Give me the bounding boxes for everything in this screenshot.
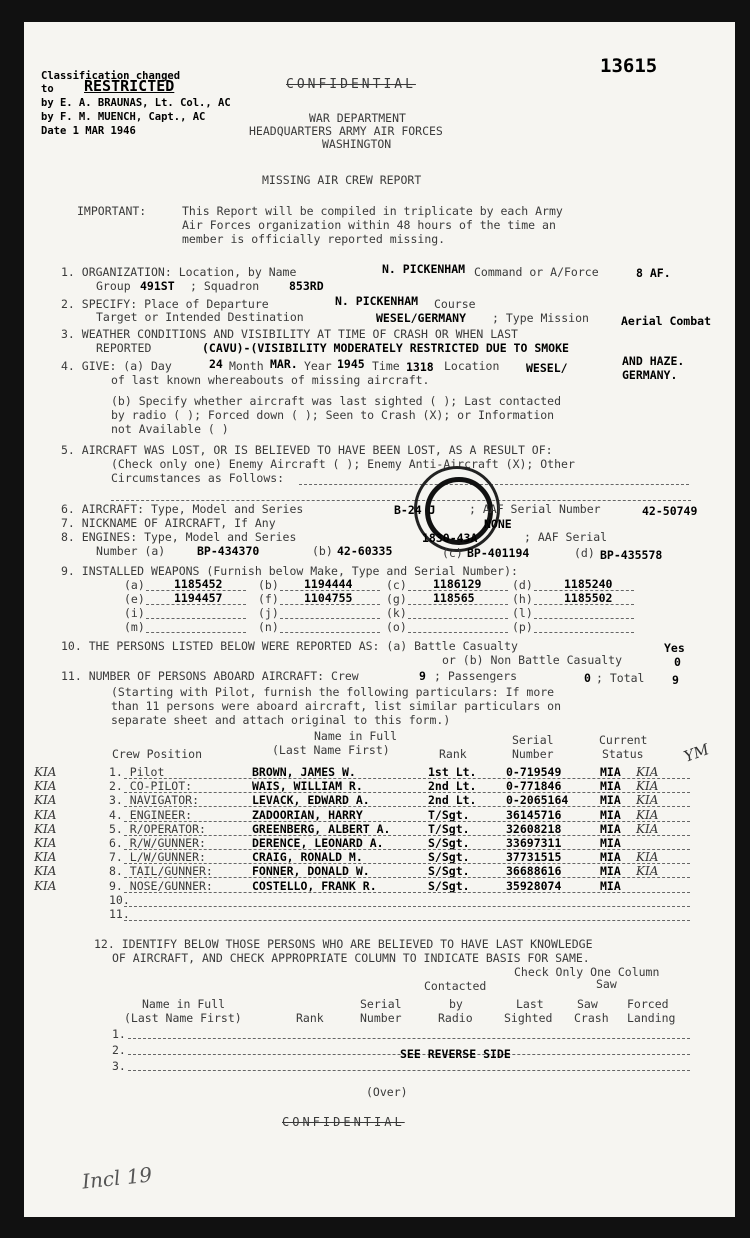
- item11-pass: 0: [584, 671, 591, 685]
- item2-target-label: Target or Intended Destination: [96, 310, 304, 324]
- initials-handwritten: YM: [681, 740, 712, 766]
- crew-position: 6. R/W/GUNNER:: [109, 836, 206, 850]
- crew-rank: S/Sgt.: [428, 878, 470, 893]
- item12-row-2: 2.: [112, 1043, 126, 1057]
- item12-h-name2: (Last Name First): [124, 1011, 242, 1025]
- item6-label: 6. AIRCRAFT: Type, Model and Series: [61, 502, 304, 516]
- item12-row-3: 3.: [112, 1059, 126, 1073]
- item10-label: 10. THE PERSONS LISTED BELOW WERE REPORTED AS: (a) Battle Casualty: [61, 639, 518, 653]
- item4-location2: GERMANY.: [622, 368, 678, 382]
- item11-pass-label: ; Passengers: [434, 669, 518, 683]
- crew-serial: 36145716: [506, 807, 562, 822]
- engine-a: BP-434370: [197, 544, 260, 558]
- engine-c: BP-401194: [467, 546, 530, 560]
- crew-name: DERENCE, LEONARD A.: [252, 836, 384, 850]
- crew-kia-mark: KIA: [34, 864, 57, 879]
- item11-line4: separate sheet and attach original to this form.): [111, 713, 451, 727]
- item7-label: 7. NICKNAME OF AIRCRAFT, If Any: [61, 516, 276, 530]
- item12-h-contact3: Radio: [438, 1011, 473, 1025]
- crew-header-position: Crew Position: [112, 747, 203, 761]
- crew-kia-mark: KIA: [34, 765, 57, 779]
- item12-row-1: 1.: [112, 1027, 126, 1041]
- crew-kia-mark: KIA: [34, 836, 57, 850]
- item12-h-forced2: Forced: [627, 997, 669, 1011]
- crew-status-note: KIA: [636, 850, 659, 865]
- item4-label: 4. GIVE: (a) Day: [61, 359, 172, 373]
- crew-position: 11.: [109, 907, 130, 921]
- item1-squadron: 853RD: [289, 279, 324, 293]
- crew-kia-mark: KIA: [34, 779, 57, 794]
- item4-b2: by radio ( ); Forced down ( ); Seen to Crash (X); or Information: [111, 408, 555, 422]
- crew-serial: 0-719549: [506, 765, 562, 779]
- weapon-label: (g): [386, 592, 407, 606]
- item2-label: 2. SPECIFY: Place of Departure: [61, 297, 269, 311]
- item11-total: 9: [672, 673, 679, 687]
- weapon-label: (n): [258, 620, 279, 634]
- crew-name: LEVACK, EDWARD A.: [252, 793, 370, 808]
- item6-serial: 42-50749: [642, 504, 698, 518]
- engine-d: BP-435578: [600, 548, 663, 562]
- item1-command: 8 AF.: [636, 266, 671, 280]
- classification-by2: by F. M. MUENCH, Capt., AC: [41, 111, 206, 123]
- classification-restricted: RESTRICTED: [84, 77, 175, 95]
- crew-position: 3. NAVIGATOR:: [109, 793, 200, 808]
- crew-name: WAIS, WILLIAM R.: [252, 779, 363, 794]
- crew-rank: T/Sgt.: [428, 807, 470, 822]
- item5-line3: Circumstances as Follows:: [111, 471, 285, 485]
- item10-battle: Yes: [664, 641, 685, 655]
- item12-h-saw2: Saw: [577, 997, 598, 1011]
- weapon-serial: 1185502: [564, 591, 613, 605]
- item4-month-label: Month: [229, 359, 264, 373]
- weapon-serial: 1104755: [304, 591, 353, 605]
- handwritten-note-bottom: Incl 19: [80, 1162, 154, 1194]
- item4-time-label: Time: [372, 359, 400, 373]
- crew-kia-mark: KIA: [34, 793, 57, 808]
- item12-h-forced3: Landing: [627, 1011, 676, 1025]
- crew-serial: 35928074: [506, 878, 562, 893]
- crew-rank: S/Sgt.: [428, 850, 470, 865]
- crew-serial: 37731515: [506, 850, 562, 865]
- important-line1: This Report will be compiled in triplicate by each Army: [182, 204, 563, 218]
- item12-h-last2: Sighted: [504, 1011, 553, 1025]
- item4-location: WESEL/: [526, 361, 568, 375]
- weapon-label: (i): [124, 606, 145, 620]
- item12-h-name1: Name in Full: [142, 997, 226, 1011]
- crew-rank: T/Sgt.: [428, 821, 470, 836]
- item1-label: 1. ORGANIZATION: Location, by Name: [61, 265, 297, 279]
- item6-serial-label: ; AAF Serial Number: [469, 502, 601, 516]
- item11-line2: (Starting with Pilot, furnish the following particulars: If more: [111, 685, 555, 699]
- item1-group-label: Group: [96, 279, 131, 293]
- item12-h-contact2: by: [449, 997, 463, 1011]
- crew-status: MIA: [600, 765, 621, 779]
- report-title: MISSING AIR CREW REPORT: [262, 173, 422, 187]
- item12-h-last1: Last: [516, 997, 544, 1011]
- confidential-top: CONFIDENTIAL: [286, 77, 416, 92]
- item10-non-label: or (b) Non Battle Casualty: [442, 653, 623, 667]
- item2-departure: N. PICKENHAM: [335, 294, 419, 308]
- important-line2: Air Forces organization within 48 hours of the time an: [182, 218, 556, 232]
- weapon-label: (k): [386, 606, 407, 620]
- crew-position: 7. L/W/GUNNER:: [109, 850, 206, 865]
- item2-course-label: Course: [434, 297, 476, 311]
- crew-status: MIA: [600, 793, 621, 808]
- crew-position: 10.: [109, 892, 130, 907]
- item4-month: MAR.: [270, 357, 298, 371]
- item12-h-rank: Rank: [296, 1011, 324, 1025]
- item8-number-label: Number (a): [96, 544, 166, 558]
- crew-rank: S/Sgt.: [428, 836, 470, 850]
- weapon-label: (f): [258, 592, 279, 606]
- crew-header-serial2: Number: [512, 747, 554, 761]
- item6-type: B-24 J: [394, 503, 436, 517]
- item7-nickname: NONE: [484, 517, 512, 531]
- item11-total-label: ; Total: [596, 671, 645, 685]
- item8-label: 8. ENGINES: Type, Model and Series: [61, 530, 297, 544]
- item1-command-label: Command or A/Force: [474, 265, 599, 279]
- crew-status-note: KIA: [636, 765, 659, 779]
- crew-header-name2: (Last Name First): [272, 743, 390, 757]
- header-hq: HEADQUARTERS ARMY AIR FORCES: [249, 124, 443, 138]
- crew-position: 8. TAIL/GUNNER:: [109, 864, 213, 879]
- item2-target: WESEL/GERMANY: [376, 311, 467, 325]
- weapon-label: (a): [124, 578, 145, 592]
- item2-mission-label: ; Type Mission: [492, 311, 589, 325]
- crew-serial: 33697311: [506, 836, 562, 850]
- engine-d-label: (d): [574, 546, 595, 560]
- weapon-serial: 1185452: [174, 577, 223, 591]
- item12-check: Check Only One Column: [514, 965, 660, 979]
- item3-weather2: AND HAZE.: [622, 354, 685, 368]
- item12-h-serial2: Number: [360, 1011, 402, 1025]
- crew-status: MIA: [600, 821, 621, 836]
- item12-h-saw1: Saw: [596, 977, 617, 991]
- item12-h-contact1: Contacted: [424, 979, 487, 993]
- crew-status: MIA: [600, 864, 621, 879]
- crew-position: 4. ENGINEER:: [109, 807, 193, 822]
- weapon-label: (h): [512, 592, 533, 606]
- item11-crew: 9: [419, 669, 426, 683]
- weapon-label: (c): [386, 578, 407, 592]
- crew-status: MIA: [600, 779, 621, 794]
- weapon-serial: 1186129: [433, 577, 482, 591]
- item4-time: 1318: [406, 360, 434, 374]
- item4-b1: (b) Specify whether aircraft was last sighted ( ); Last contacted: [111, 394, 562, 408]
- weapon-serial: 1194444: [304, 577, 353, 591]
- crew-status: MIA: [600, 878, 621, 893]
- crew-name: CRAIG, RONALD M.: [252, 850, 363, 865]
- crew-kia-mark: KIA: [34, 850, 57, 865]
- crew-status-note: KIA: [636, 864, 659, 879]
- weapon-label: (j): [258, 606, 279, 620]
- header-city: WASHINGTON: [322, 137, 392, 151]
- crew-header-rank: Rank: [439, 747, 467, 761]
- crew-rank: 2nd Lt.: [428, 779, 477, 794]
- crew-name: BROWN, JAMES W.: [252, 765, 356, 779]
- crew-header-status2: Status: [602, 747, 644, 761]
- weapon-label: (o): [386, 620, 407, 634]
- weapon-serial: 1194457: [174, 591, 223, 605]
- crew-name: GREENBERG, ALBERT A.: [252, 821, 391, 836]
- crew-kia-mark: KIA: [34, 821, 57, 836]
- crew-name: COSTELLO, FRANK R.: [252, 878, 377, 893]
- crew-header-serial1: Serial: [512, 733, 554, 747]
- crew-serial: 32608218: [506, 821, 562, 836]
- weapon-label: (b): [258, 578, 279, 592]
- weapon-serial: 1185240: [564, 577, 613, 591]
- weapon-label: (p): [512, 620, 533, 634]
- crew-name: FONNER, DONALD W.: [252, 864, 370, 879]
- crew-rank: S/Sgt.: [428, 864, 470, 879]
- engine-c-label: (c): [442, 546, 463, 560]
- item12-h-saw-crash: Crash: [574, 1011, 609, 1025]
- crew-header-name1: Name in Full: [314, 729, 398, 743]
- item4-day: 24: [209, 357, 223, 371]
- weapon-label: (m): [124, 620, 145, 634]
- page-number: 13615: [600, 55, 658, 77]
- crew-status-note: KIA: [636, 821, 659, 836]
- item12-line1: 12. IDENTIFY BELOW THOSE PERSONS WHO ARE BELIEVED TO HAVE LAST KNOWLEDGE: [94, 937, 593, 951]
- item8-type: 1830-43A: [422, 531, 478, 545]
- see-reverse-side: SEE REVERSE SIDE: [400, 1047, 511, 1061]
- item1-location: N. PICKENHAM: [382, 262, 466, 276]
- header-dept: WAR DEPARTMENT: [309, 111, 406, 125]
- item4-b3: not Available ( ): [111, 422, 229, 436]
- crew-position: 2. CO-PILOT:: [109, 779, 193, 794]
- crew-position: 1. Pilot: [109, 765, 165, 779]
- crew-kia-mark: KIA: [34, 878, 57, 893]
- crew-header-status1: Current: [599, 733, 648, 747]
- weapon-label: (e): [124, 592, 145, 606]
- classification-to: to: [41, 83, 54, 95]
- item4-year-label: Year: [304, 359, 332, 373]
- item1-squadron-label: ; Squadron: [190, 279, 260, 293]
- classification-by1: by E. A. BRAUNAS, Lt. Col., AC: [41, 97, 231, 109]
- crew-name: ZADOORIAN, HARRY: [252, 807, 363, 822]
- crew-serial: 36688616: [506, 864, 562, 879]
- crew-status: MIA: [600, 807, 621, 822]
- item4-location-label: Location: [444, 359, 500, 373]
- item4-last-known: of last known whereabouts of missing aircraft.: [111, 373, 430, 387]
- item1-group: 491ST: [140, 279, 175, 293]
- classification-date: Date 1 MAR 1946: [41, 125, 136, 137]
- item3-label: 3. WEATHER CONDITIONS AND VISIBILITY AT TIME OF CRASH OR WHEN LAST: [61, 327, 518, 341]
- item12-line2: OF AIRCRAFT, AND CHECK APPROPRIATE COLUMN TO INDICATE BASIS FOR SAME.: [112, 951, 590, 965]
- important-label: IMPORTANT:: [77, 204, 147, 218]
- classification-changed: Classification changed: [41, 70, 181, 82]
- item2-mission: Aerial Combat: [621, 314, 712, 328]
- weapon-label: (l): [512, 606, 533, 620]
- confidential-bottom: CONFIDENTIAL: [282, 1115, 405, 1129]
- item5-line2: (Check only one) Enemy Aircraft ( ); Enemy Anti-Aircraft (X); Other: [111, 457, 575, 471]
- item12-h-serial1: Serial: [360, 997, 402, 1011]
- document-page: [24, 22, 735, 1217]
- item3-reported-label: REPORTED: [96, 341, 152, 355]
- crew-serial: 0-771846: [506, 779, 562, 794]
- crew-status-note: KIA: [636, 807, 659, 822]
- crew-serial: 0-2065164: [506, 793, 569, 808]
- crew-position: 5. R/OPERATOR:: [109, 821, 206, 836]
- important-line3: member is officially reported missing.: [182, 232, 446, 246]
- crew-status-note: KIA: [636, 793, 659, 808]
- item3-weather: (CAVU)-(VISIBILITY MODERATELY RESTRICTED DUE TO SMOKE: [202, 341, 569, 355]
- crew-rank: 2nd Lt.: [428, 793, 477, 808]
- item9-label: 9. INSTALLED WEAPONS (Furnish below Make, Type and Serial Number):: [61, 564, 518, 578]
- crew-position: 9. NOSE/GUNNER:: [109, 878, 213, 893]
- over-label: (Over): [366, 1085, 408, 1099]
- item10-non: 0: [674, 655, 681, 669]
- crew-status: MIA: [600, 836, 621, 850]
- crew-status: MIA: [600, 850, 621, 865]
- weapon-label: (d): [512, 578, 533, 592]
- weapon-serial: 118565: [433, 591, 475, 605]
- item11-line3: than 11 persons were aboard aircraft, list similar particulars on: [111, 699, 562, 713]
- crew-kia-mark: KIA: [34, 807, 57, 822]
- item11-label: 11. NUMBER OF PERSONS ABOARD AIRCRAFT: Crew: [61, 669, 359, 683]
- engine-b-label: (b): [312, 544, 333, 558]
- engine-b: 42-60335: [337, 544, 393, 558]
- crew-rank: 1st Lt.: [428, 765, 477, 779]
- item5-line1: 5. AIRCRAFT WAS LOST, OR IS BELIEVED TO HAVE BEEN LOST, AS A RESULT OF:: [61, 443, 553, 457]
- item8-serial-label: ; AAF Serial: [524, 530, 608, 544]
- crew-status-note: KIA: [636, 779, 659, 794]
- item4-year: 1945: [337, 357, 365, 371]
